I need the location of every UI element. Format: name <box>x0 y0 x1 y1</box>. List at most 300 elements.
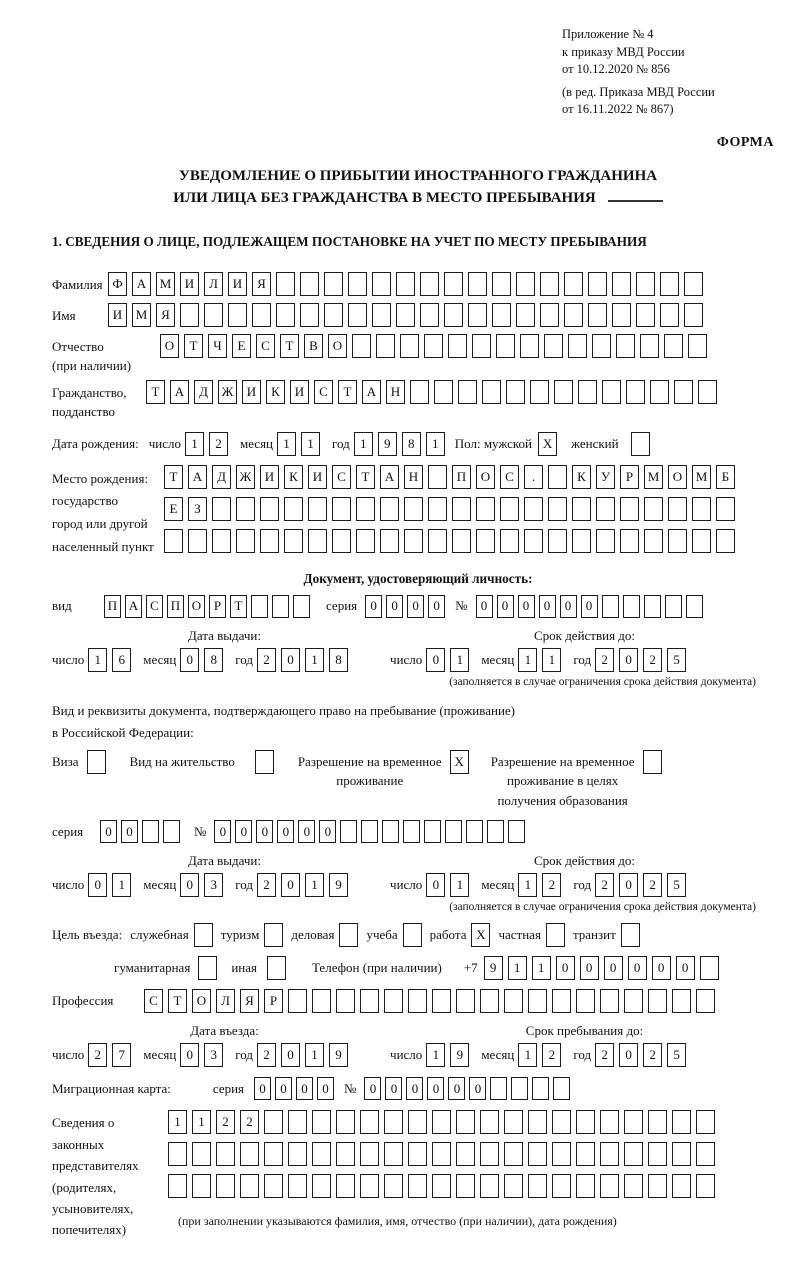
mig-series-input-cell-4[interactable]: 0 <box>317 1077 334 1100</box>
citizenship-input-cell-17[interactable] <box>530 380 549 404</box>
surname-input-cell-8[interactable] <box>276 272 295 296</box>
birth-year-input[interactable] <box>354 432 445 456</box>
res-issue-year-input-cell-4[interactable]: 9 <box>329 873 348 897</box>
mig-number-input-cell-7[interactable] <box>490 1077 507 1100</box>
purpose-tourism-checkbox-cell-1[interactable] <box>264 923 283 947</box>
doc-type-input-cell-2[interactable]: А <box>125 595 142 618</box>
birthplace-input-row2-cell-21[interactable] <box>644 497 663 521</box>
purpose-private-checkbox[interactable] <box>546 923 565 947</box>
doc-valid-year-input-cell-3[interactable]: 2 <box>643 648 662 672</box>
purpose-transit-checkbox[interactable] <box>621 923 640 947</box>
given-name-input-cell-6[interactable] <box>228 303 247 327</box>
patronymic-input-cell-7[interactable]: В <box>304 334 323 358</box>
surname-input-cell-15[interactable] <box>444 272 463 296</box>
entry-month-input[interactable] <box>180 1043 223 1067</box>
citizenship-input-cell-7[interactable]: И <box>290 380 309 404</box>
patronymic-input-cell-15[interactable] <box>496 334 515 358</box>
birthplace-input-row1-cell-5[interactable]: И <box>260 465 279 489</box>
doc-type-input-cell-6[interactable]: Р <box>209 595 226 618</box>
citizenship-input-cell-13[interactable] <box>434 380 453 404</box>
doc-issue-year-input-cell-2[interactable]: 0 <box>281 648 300 672</box>
birthplace-input-row1-cell-23[interactable]: М <box>692 465 711 489</box>
birthplace-input-row2-cell-20[interactable] <box>620 497 639 521</box>
sex-female-checkbox-cell-1[interactable] <box>631 432 650 456</box>
guardians-input-row1-cell-5[interactable] <box>264 1110 283 1134</box>
birthplace-input-row1-cell-4[interactable]: Ж <box>236 465 255 489</box>
stay-month-input-cell-1[interactable]: 1 <box>518 1043 537 1067</box>
doc-valid-day-input-cell-2[interactable]: 1 <box>450 648 469 672</box>
citizenship-input-cell-16[interactable] <box>506 380 525 404</box>
surname-input-cell-1[interactable]: Ф <box>108 272 127 296</box>
given-name-input-cell-13[interactable] <box>396 303 415 327</box>
guardians-input-row3-cell-3[interactable] <box>216 1174 235 1198</box>
phone-input-cell-2[interactable]: 1 <box>508 956 527 980</box>
citizenship-input-cell-19[interactable] <box>578 380 597 404</box>
entry-day-input-cell-2[interactable]: 7 <box>112 1043 131 1067</box>
purpose-official-checkbox[interactable] <box>194 923 213 947</box>
entry-day-input-cell-1[interactable]: 2 <box>88 1043 107 1067</box>
sex-female-checkbox[interactable] <box>631 432 650 456</box>
res-issue-year-input-cell-1[interactable]: 2 <box>257 873 276 897</box>
given-name-input-cell-8[interactable] <box>276 303 295 327</box>
mig-number-input-cell-3[interactable]: 0 <box>406 1077 423 1100</box>
birthplace-input-row1-cell-12[interactable] <box>428 465 447 489</box>
res-issue-day-input-cell-2[interactable]: 1 <box>112 873 131 897</box>
given-name-input-cell-15[interactable] <box>444 303 463 327</box>
given-name-input-cell-17[interactable] <box>492 303 511 327</box>
birthplace-input-row3-cell-8[interactable] <box>332 529 351 553</box>
birthplace-input-row1-cell-19[interactable]: У <box>596 465 615 489</box>
patronymic-input-cell-16[interactable] <box>520 334 539 358</box>
res-series-input[interactable] <box>100 820 180 843</box>
patronymic-input-cell-20[interactable] <box>616 334 635 358</box>
residence-permit-checkbox[interactable] <box>255 750 274 774</box>
entry-year-input[interactable] <box>257 1043 348 1067</box>
birthplace-input-row1-cell-11[interactable]: Н <box>404 465 423 489</box>
mig-number-input[interactable] <box>364 1077 570 1100</box>
birthplace-input-row3-cell-5[interactable] <box>260 529 279 553</box>
guardians-input-row3-cell-4[interactable] <box>240 1174 259 1198</box>
citizenship-input-cell-23[interactable] <box>674 380 693 404</box>
guardians-input-row1-cell-6[interactable] <box>288 1110 307 1134</box>
sex-male-checkbox[interactable] <box>538 432 557 456</box>
purpose-study-checkbox[interactable] <box>403 923 422 947</box>
res-issue-month-input-cell-1[interactable]: 0 <box>180 873 199 897</box>
doc-valid-day-input-cell-1[interactable]: 0 <box>426 648 445 672</box>
stay-day-input[interactable] <box>426 1043 469 1067</box>
doc-number-input-cell-9[interactable] <box>644 595 661 618</box>
res-issue-year-input-cell-3[interactable]: 1 <box>305 873 324 897</box>
stay-year-input-cell-3[interactable]: 2 <box>643 1043 662 1067</box>
doc-type-input-cell-9[interactable] <box>272 595 289 618</box>
guardians-input-row1[interactable] <box>168 1110 715 1134</box>
patronymic-input-cell-9[interactable] <box>352 334 371 358</box>
birthplace-input-row1-cell-16[interactable]: . <box>524 465 543 489</box>
surname-input-cell-21[interactable] <box>588 272 607 296</box>
purpose-business-checkbox[interactable] <box>339 923 358 947</box>
birthplace-input-row2-cell-24[interactable] <box>716 497 735 521</box>
guardians-input-row1-cell-3[interactable]: 2 <box>216 1110 235 1134</box>
doc-valid-year-input[interactable] <box>595 648 686 672</box>
profession-input-cell-2[interactable]: Т <box>168 989 187 1013</box>
purpose-private-checkbox-cell-1[interactable] <box>546 923 565 947</box>
doc-valid-year-input-cell-4[interactable]: 5 <box>667 648 686 672</box>
res-series-input-cell-3[interactable] <box>142 820 159 843</box>
stay-month-input[interactable] <box>518 1043 561 1067</box>
guardians-input-row1-cell-4[interactable]: 2 <box>240 1110 259 1134</box>
birth-month-input[interactable] <box>277 432 320 456</box>
birthplace-input-row3-cell-21[interactable] <box>644 529 663 553</box>
birthplace-input-row2-cell-23[interactable] <box>692 497 711 521</box>
doc-number-input-cell-5[interactable]: 0 <box>560 595 577 618</box>
birthplace-input-row3-cell-24[interactable] <box>716 529 735 553</box>
given-name-input-cell-2[interactable]: М <box>132 303 151 327</box>
doc-series-input-cell-2[interactable]: 0 <box>386 595 403 618</box>
purpose-work-checkbox[interactable] <box>471 923 490 947</box>
birthplace-input-row3-cell-14[interactable] <box>476 529 495 553</box>
res-valid-year-input-cell-4[interactable]: 5 <box>667 873 686 897</box>
guardians-input-row1-cell-20[interactable] <box>624 1110 643 1134</box>
birthplace-input-row1-cell-8[interactable]: С <box>332 465 351 489</box>
birthplace-input-row1-cell-1[interactable]: Т <box>164 465 183 489</box>
stay-day-input-cell-1[interactable]: 1 <box>426 1043 445 1067</box>
guardians-input-row1-cell-18[interactable] <box>576 1110 595 1134</box>
citizenship-input[interactable] <box>146 380 717 404</box>
citizenship-input-cell-24[interactable] <box>698 380 717 404</box>
patronymic-input-cell-19[interactable] <box>592 334 611 358</box>
profession-input-cell-19[interactable] <box>576 989 595 1013</box>
guardians-input-row3[interactable] <box>168 1174 715 1198</box>
birthplace-input-row3[interactable] <box>164 529 735 553</box>
purpose-other-checkbox-cell-1[interactable] <box>267 956 286 980</box>
res-valid-month-input-cell-1[interactable]: 1 <box>518 873 537 897</box>
res-number-input[interactable] <box>214 820 525 843</box>
mig-series-input-cell-1[interactable]: 0 <box>254 1077 271 1100</box>
birthplace-input-row2-cell-1[interactable]: Е <box>164 497 183 521</box>
doc-type-input-cell-4[interactable]: П <box>167 595 184 618</box>
patronymic-input-cell-8[interactable]: О <box>328 334 347 358</box>
patronymic-input-cell-13[interactable] <box>448 334 467 358</box>
doc-series-input-cell-3[interactable]: 0 <box>407 595 424 618</box>
mig-series-input-cell-2[interactable]: 0 <box>275 1077 292 1100</box>
surname-input-cell-2[interactable]: А <box>132 272 151 296</box>
doc-issue-year-input-cell-3[interactable]: 1 <box>305 648 324 672</box>
citizenship-input-cell-4[interactable]: Ж <box>218 380 237 404</box>
patronymic-input-cell-14[interactable] <box>472 334 491 358</box>
birthplace-input-row2-cell-5[interactable] <box>260 497 279 521</box>
res-number-input-cell-7[interactable] <box>340 820 357 843</box>
res-valid-month-input[interactable] <box>518 873 561 897</box>
guardians-input-row3-cell-13[interactable] <box>456 1174 475 1198</box>
doc-type-input-cell-10[interactable] <box>293 595 310 618</box>
mig-number-input-cell-6[interactable]: 0 <box>469 1077 486 1100</box>
doc-issue-day-input-cell-2[interactable]: 6 <box>112 648 131 672</box>
doc-valid-month-input-cell-2[interactable]: 1 <box>542 648 561 672</box>
visa-checkbox-cell-1[interactable] <box>87 750 106 774</box>
guardians-input-row1-cell-17[interactable] <box>552 1110 571 1134</box>
patronymic-input-cell-17[interactable] <box>544 334 563 358</box>
birthplace-input-row1-cell-21[interactable]: М <box>644 465 663 489</box>
doc-number-input-cell-6[interactable]: 0 <box>581 595 598 618</box>
mig-series-input-cell-3[interactable]: 0 <box>296 1077 313 1100</box>
surname-input-cell-12[interactable] <box>372 272 391 296</box>
phone-input-cell-7[interactable]: 0 <box>628 956 647 980</box>
entry-year-input-cell-2[interactable]: 0 <box>281 1043 300 1067</box>
res-number-input-cell-11[interactable] <box>424 820 441 843</box>
guardians-input-row3-cell-22[interactable] <box>672 1174 691 1198</box>
surname-input-cell-4[interactable]: И <box>180 272 199 296</box>
temp-permit-checkbox-cell-1[interactable]: X <box>450 750 469 774</box>
birthplace-input-row2-cell-17[interactable] <box>548 497 567 521</box>
birthplace-input-row3-cell-22[interactable] <box>668 529 687 553</box>
res-number-input-cell-12[interactable] <box>445 820 462 843</box>
doc-type-input-cell-5[interactable]: О <box>188 595 205 618</box>
guardians-input-row1-cell-7[interactable] <box>312 1110 331 1134</box>
res-number-input-cell-1[interactable]: 0 <box>214 820 231 843</box>
guardians-input-row1-cell-23[interactable] <box>696 1110 715 1134</box>
birthplace-input-row3-cell-20[interactable] <box>620 529 639 553</box>
residence-permit-checkbox-cell-1[interactable] <box>255 750 274 774</box>
guardians-input-row3-cell-21[interactable] <box>648 1174 667 1198</box>
birthplace-input-row1-cell-3[interactable]: Д <box>212 465 231 489</box>
mig-series-input[interactable] <box>254 1077 334 1100</box>
birthplace-input-row3-cell-12[interactable] <box>428 529 447 553</box>
guardians-input-row3-cell-18[interactable] <box>576 1174 595 1198</box>
given-name-input-cell-25[interactable] <box>684 303 703 327</box>
birthplace-input-row3-cell-10[interactable] <box>380 529 399 553</box>
birthplace-input-row2-cell-7[interactable] <box>308 497 327 521</box>
birthplace-input-row3-cell-15[interactable] <box>500 529 519 553</box>
stay-year-input-cell-1[interactable]: 2 <box>595 1043 614 1067</box>
doc-valid-year-input-cell-1[interactable]: 2 <box>595 648 614 672</box>
purpose-study-checkbox-cell-1[interactable] <box>403 923 422 947</box>
citizenship-input-cell-5[interactable]: И <box>242 380 261 404</box>
entry-year-input-cell-3[interactable]: 1 <box>305 1043 324 1067</box>
birthplace-input-row2-cell-11[interactable] <box>404 497 423 521</box>
doc-number-input-cell-10[interactable] <box>665 595 682 618</box>
guardians-input-row3-cell-5[interactable] <box>264 1174 283 1198</box>
doc-valid-year-input-cell-2[interactable]: 0 <box>619 648 638 672</box>
phone-input-cell-5[interactable]: 0 <box>580 956 599 980</box>
doc-valid-month-input[interactable] <box>518 648 561 672</box>
doc-issue-year-input[interactable] <box>257 648 348 672</box>
birthplace-input-row2-cell-18[interactable] <box>572 497 591 521</box>
profession-input-cell-18[interactable] <box>552 989 571 1013</box>
birth-year-input-cell-1[interactable]: 1 <box>354 432 373 456</box>
res-number-input-cell-14[interactable] <box>487 820 504 843</box>
profession-input-cell-12[interactable] <box>408 989 427 1013</box>
given-name-input-cell-5[interactable] <box>204 303 223 327</box>
res-series-input-cell-1[interactable]: 0 <box>100 820 117 843</box>
profession-input-cell-16[interactable] <box>504 989 523 1013</box>
guardians-input-row1-cell-12[interactable] <box>432 1110 451 1134</box>
birthplace-input-row3-cell-23[interactable] <box>692 529 711 553</box>
stay-day-input-cell-2[interactable]: 9 <box>450 1043 469 1067</box>
guardians-input-row1-cell-16[interactable] <box>528 1110 547 1134</box>
stay-month-input-cell-2[interactable]: 2 <box>542 1043 561 1067</box>
surname-input-cell-13[interactable] <box>396 272 415 296</box>
doc-number-input-cell-3[interactable]: 0 <box>518 595 535 618</box>
birthplace-input-row1-cell-18[interactable]: К <box>572 465 591 489</box>
guardians-input-row1-cell-15[interactable] <box>504 1110 523 1134</box>
given-name-input-cell-19[interactable] <box>540 303 559 327</box>
purpose-work-checkbox-cell-1[interactable]: X <box>471 923 490 947</box>
birthplace-input-row1-cell-13[interactable]: П <box>452 465 471 489</box>
birthplace-input-row3-cell-1[interactable] <box>164 529 183 553</box>
mig-number-input-cell-1[interactable]: 0 <box>364 1077 381 1100</box>
doc-number-input-cell-7[interactable] <box>602 595 619 618</box>
surname-input-cell-16[interactable] <box>468 272 487 296</box>
profession-input-cell-14[interactable] <box>456 989 475 1013</box>
purpose-humanitarian-checkbox[interactable] <box>198 956 217 980</box>
birth-year-input-cell-2[interactable]: 9 <box>378 432 397 456</box>
guardians-input-row1-cell-11[interactable] <box>408 1110 427 1134</box>
surname-input-cell-22[interactable] <box>612 272 631 296</box>
citizenship-input-cell-2[interactable]: А <box>170 380 189 404</box>
birthplace-input-row1-cell-2[interactable]: А <box>188 465 207 489</box>
patronymic-input-cell-23[interactable] <box>688 334 707 358</box>
doc-number-input-cell-4[interactable]: 0 <box>539 595 556 618</box>
entry-year-input-cell-4[interactable]: 9 <box>329 1043 348 1067</box>
citizenship-input-cell-21[interactable] <box>626 380 645 404</box>
guardians-input-row3-cell-19[interactable] <box>600 1174 619 1198</box>
entry-day-input[interactable] <box>88 1043 131 1067</box>
given-name-input-cell-22[interactable] <box>612 303 631 327</box>
citizenship-input-cell-11[interactable]: Н <box>386 380 405 404</box>
purpose-official-checkbox-cell-1[interactable] <box>194 923 213 947</box>
phone-input-cell-10[interactable] <box>700 956 719 980</box>
given-name-input-cell-7[interactable] <box>252 303 271 327</box>
purpose-humanitarian-checkbox-cell-1[interactable] <box>198 956 217 980</box>
guardians-input-row1-cell-19[interactable] <box>600 1110 619 1134</box>
doc-type-input-cell-3[interactable]: С <box>146 595 163 618</box>
guardians-input-row3-cell-12[interactable] <box>432 1174 451 1198</box>
surname-input-cell-24[interactable] <box>660 272 679 296</box>
guardians-input-row3-cell-17[interactable] <box>552 1174 571 1198</box>
birthplace-input-row2-cell-3[interactable] <box>212 497 231 521</box>
guardians-input-row1-cell-2[interactable]: 1 <box>192 1110 211 1134</box>
edu-permit-checkbox-cell-1[interactable] <box>643 750 662 774</box>
res-number-input-cell-13[interactable] <box>466 820 483 843</box>
temp-permit-checkbox[interactable] <box>450 750 469 774</box>
res-series-input-cell-2[interactable]: 0 <box>121 820 138 843</box>
given-name-input-cell-14[interactable] <box>420 303 439 327</box>
given-name-input-cell-23[interactable] <box>636 303 655 327</box>
res-issue-year-input-cell-2[interactable]: 0 <box>281 873 300 897</box>
birthplace-input-row2-cell-4[interactable] <box>236 497 255 521</box>
birthplace-input-row2-cell-13[interactable] <box>452 497 471 521</box>
birthplace-input-row3-cell-3[interactable] <box>212 529 231 553</box>
doc-type-input-cell-7[interactable]: Т <box>230 595 247 618</box>
given-name-input-cell-10[interactable] <box>324 303 343 327</box>
surname-input-cell-3[interactable]: М <box>156 272 175 296</box>
birth-month-input-cell-2[interactable]: 1 <box>301 432 320 456</box>
doc-issue-day-input[interactable] <box>88 648 131 672</box>
birthplace-input-row1-cell-14[interactable]: О <box>476 465 495 489</box>
res-number-input-cell-6[interactable]: 0 <box>319 820 336 843</box>
profession-input-cell-7[interactable] <box>288 989 307 1013</box>
citizenship-input-cell-20[interactable] <box>602 380 621 404</box>
doc-issue-day-input-cell-1[interactable]: 1 <box>88 648 107 672</box>
res-valid-year-input-cell-2[interactable]: 0 <box>619 873 638 897</box>
res-series-input-cell-4[interactable] <box>163 820 180 843</box>
birthplace-input-row1-cell-17[interactable] <box>548 465 567 489</box>
purpose-tourism-checkbox[interactable] <box>264 923 283 947</box>
guardians-input-row1-cell-21[interactable] <box>648 1110 667 1134</box>
doc-type-input-cell-1[interactable]: П <box>104 595 121 618</box>
given-name-input-cell-18[interactable] <box>516 303 535 327</box>
given-name-input-cell-1[interactable]: И <box>108 303 127 327</box>
surname-input-cell-14[interactable] <box>420 272 439 296</box>
res-number-input-cell-9[interactable] <box>382 820 399 843</box>
guardians-input-row3-cell-14[interactable] <box>480 1174 499 1198</box>
birthplace-input-row1-cell-7[interactable]: И <box>308 465 327 489</box>
profession-input-cell-20[interactable] <box>600 989 619 1013</box>
birthplace-input-row2-cell-6[interactable] <box>284 497 303 521</box>
patronymic-input-cell-5[interactable]: С <box>256 334 275 358</box>
birthplace-input-row3-cell-18[interactable] <box>572 529 591 553</box>
res-number-input-cell-4[interactable]: 0 <box>277 820 294 843</box>
guardians-input-row1-cell-9[interactable] <box>360 1110 379 1134</box>
mig-number-input-cell-8[interactable] <box>511 1077 528 1100</box>
res-valid-day-input-cell-2[interactable]: 1 <box>450 873 469 897</box>
res-number-input-cell-2[interactable]: 0 <box>235 820 252 843</box>
patronymic-input-cell-21[interactable] <box>640 334 659 358</box>
surname-input-cell-6[interactable]: И <box>228 272 247 296</box>
birthplace-input-row3-cell-13[interactable] <box>452 529 471 553</box>
given-name-input-cell-4[interactable] <box>180 303 199 327</box>
stay-year-input-cell-2[interactable]: 0 <box>619 1043 638 1067</box>
surname-input-cell-23[interactable] <box>636 272 655 296</box>
given-name-input-cell-24[interactable] <box>660 303 679 327</box>
profession-input-cell-8[interactable] <box>312 989 331 1013</box>
mig-number-input-cell-2[interactable]: 0 <box>385 1077 402 1100</box>
guardians-input-row3-cell-9[interactable] <box>360 1174 379 1198</box>
birthplace-input-row1-cell-20[interactable]: Р <box>620 465 639 489</box>
profession-input-cell-10[interactable] <box>360 989 379 1013</box>
res-number-input-cell-5[interactable]: 0 <box>298 820 315 843</box>
res-issue-day-input-cell-1[interactable]: 0 <box>88 873 107 897</box>
birthplace-input-row3-cell-4[interactable] <box>236 529 255 553</box>
birthplace-input-row2[interactable] <box>164 497 735 521</box>
res-issue-day-input[interactable] <box>88 873 131 897</box>
birthplace-input-row1-cell-22[interactable]: О <box>668 465 687 489</box>
surname-input-cell-19[interactable] <box>540 272 559 296</box>
given-name-input-cell-3[interactable]: Я <box>156 303 175 327</box>
birth-month-input-cell-1[interactable]: 1 <box>277 432 296 456</box>
birthplace-input-row1-cell-6[interactable]: К <box>284 465 303 489</box>
guardians-input-row3-cell-23[interactable] <box>696 1174 715 1198</box>
res-number-input-cell-10[interactable] <box>403 820 420 843</box>
sex-male-checkbox-cell-1[interactable]: X <box>538 432 557 456</box>
surname-input-cell-25[interactable] <box>684 272 703 296</box>
surname-input-cell-9[interactable] <box>300 272 319 296</box>
purpose-business-checkbox-cell-1[interactable] <box>339 923 358 947</box>
birthplace-input-row1-cell-10[interactable]: А <box>380 465 399 489</box>
birth-day-input-cell-2[interactable]: 2 <box>209 432 228 456</box>
guardians-input-row3-cell-2[interactable] <box>192 1174 211 1198</box>
birthplace-input-row2-cell-2[interactable]: З <box>188 497 207 521</box>
doc-type-input-cell-8[interactable] <box>251 595 268 618</box>
patronymic-input-cell-6[interactable]: Т <box>280 334 299 358</box>
birthplace-input-row2-cell-9[interactable] <box>356 497 375 521</box>
guardians-input-row3-cell-10[interactable] <box>384 1174 403 1198</box>
given-name-input-cell-16[interactable] <box>468 303 487 327</box>
patronymic-input-cell-3[interactable]: Ч <box>208 334 227 358</box>
doc-issue-month-input-cell-1[interactable]: 0 <box>180 648 199 672</box>
given-name-input-cell-12[interactable] <box>372 303 391 327</box>
birthplace-input-row2-cell-16[interactable] <box>524 497 543 521</box>
